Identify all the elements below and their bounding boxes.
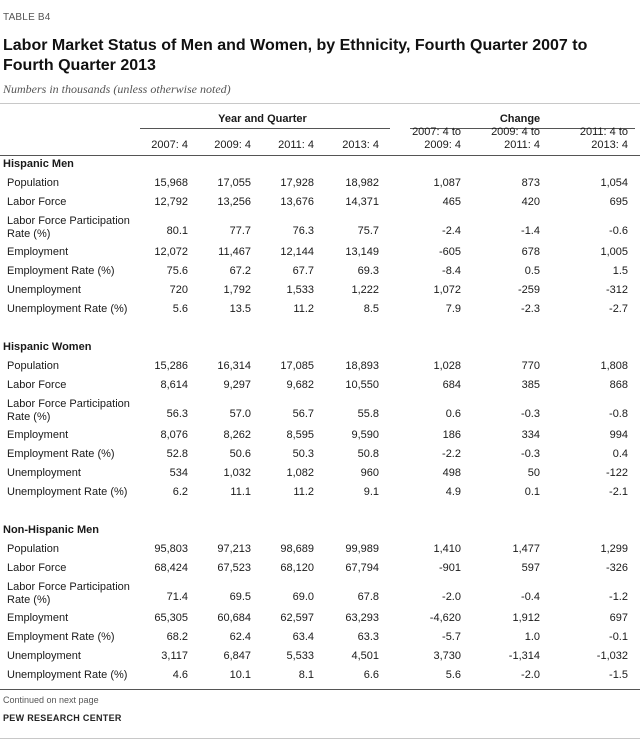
table-cell: 6.6 bbox=[363, 669, 379, 681]
table-cell: -1.2 bbox=[609, 591, 628, 603]
table-cell: 17,085 bbox=[280, 360, 314, 372]
table-cell: -2.3 bbox=[521, 303, 540, 315]
column-header bbox=[460, 126, 540, 152]
row-label-line: Unemployment bbox=[7, 650, 81, 662]
row-label-line: Population bbox=[7, 177, 59, 189]
table-cell: 77.7 bbox=[229, 225, 251, 237]
table-cell: 4.6 bbox=[172, 669, 188, 681]
table-cell: 334 bbox=[521, 429, 540, 441]
table-cell: 534 bbox=[169, 467, 188, 479]
table-cell: 498 bbox=[442, 467, 461, 479]
column-header-line: 2013: 4 bbox=[342, 139, 379, 151]
table-cell: 11.2 bbox=[293, 486, 314, 498]
table-cell: -2.1 bbox=[609, 486, 628, 498]
table-cell: 11.1 bbox=[230, 486, 251, 498]
table-cell: 97,213 bbox=[217, 543, 251, 555]
column-header bbox=[299, 139, 379, 152]
row-label-line: Labor Force Participation bbox=[7, 398, 130, 410]
table-cell: 186 bbox=[442, 429, 461, 441]
section-title: Hispanic Men bbox=[3, 158, 74, 170]
row-label-line: Labor Force bbox=[7, 196, 67, 208]
table-cell: 1,477 bbox=[512, 543, 540, 555]
table-cell: 1,912 bbox=[512, 612, 540, 624]
table-cell: -1,314 bbox=[508, 650, 540, 662]
table-cell: 8,614 bbox=[160, 379, 188, 391]
bottom-divider bbox=[0, 689, 640, 690]
table-cell: 56.7 bbox=[292, 408, 314, 420]
table-cell: 678 bbox=[521, 246, 540, 258]
column-header-line: 2013: 4 bbox=[591, 139, 628, 151]
table-cell: 1.0 bbox=[524, 631, 540, 643]
table-cell: -901 bbox=[438, 562, 461, 574]
table-cell: -0.4 bbox=[521, 591, 540, 603]
row-label-line: Unemployment Rate (%) bbox=[7, 486, 128, 498]
table-cell: -0.1 bbox=[609, 631, 628, 643]
table-cell: 13,149 bbox=[345, 246, 379, 258]
table-cell: 13,676 bbox=[280, 196, 314, 208]
table-cell: 1,054 bbox=[600, 177, 628, 189]
table-cell: 960 bbox=[360, 467, 379, 479]
table-cell: -1.5 bbox=[609, 669, 628, 681]
table-cell: 684 bbox=[442, 379, 461, 391]
table-cell: 75.7 bbox=[357, 225, 379, 237]
table-cell: 62.4 bbox=[229, 631, 251, 643]
table-cell: 8.1 bbox=[298, 669, 314, 681]
row-label-line: Unemployment Rate (%) bbox=[7, 669, 128, 681]
row-label-line: Employment bbox=[7, 612, 69, 624]
table-cell: -2.0 bbox=[521, 669, 540, 681]
table-cell: 4.9 bbox=[445, 486, 461, 498]
table-cell: 6,847 bbox=[223, 650, 251, 662]
table-cell: 67,523 bbox=[217, 562, 251, 574]
table-cell: 68,424 bbox=[154, 562, 188, 574]
table-cell: 420 bbox=[521, 196, 540, 208]
table-cell: 465 bbox=[442, 196, 461, 208]
section-title: Hispanic Women bbox=[3, 341, 92, 353]
table-cell: -259 bbox=[517, 284, 540, 296]
table-cell: 8.5 bbox=[363, 303, 379, 315]
table-cell: 0.6 bbox=[445, 408, 461, 420]
table-cell: -0.6 bbox=[609, 225, 628, 237]
table-cell: -2.7 bbox=[609, 303, 628, 315]
table-cell: 71.4 bbox=[166, 591, 188, 603]
row-label-line: Unemployment bbox=[7, 467, 81, 479]
table-cell: 5.6 bbox=[445, 669, 461, 681]
table-cell: 695 bbox=[609, 196, 628, 208]
table-cell: 3,117 bbox=[161, 650, 188, 662]
table-cell: 62,597 bbox=[280, 612, 314, 624]
column-header-line: 2007: 4 bbox=[151, 139, 188, 151]
table-cell: -2.4 bbox=[442, 225, 461, 237]
table-id-label: TABLE B4 bbox=[3, 12, 51, 23]
table-subtitle: Numbers in thousands (unless otherwise noted) bbox=[3, 82, 231, 96]
table-cell: 50.6 bbox=[229, 448, 251, 460]
table-cell: 15,286 bbox=[154, 360, 188, 372]
table-cell: 385 bbox=[521, 379, 540, 391]
row-label-line: Unemployment Rate (%) bbox=[7, 303, 128, 315]
continued-note: Continued on next page bbox=[3, 695, 99, 705]
table-cell: 13.5 bbox=[229, 303, 251, 315]
table-cell: 65,305 bbox=[154, 612, 188, 624]
table-cell: 5.6 bbox=[172, 303, 188, 315]
table-cell: 0.4 bbox=[612, 448, 628, 460]
table-cell: 69.0 bbox=[292, 591, 314, 603]
table-cell: 18,982 bbox=[345, 177, 379, 189]
table-cell: 1.5 bbox=[612, 265, 628, 277]
table-cell: 76.3 bbox=[292, 225, 314, 237]
table-cell: 1,299 bbox=[600, 543, 628, 555]
table-cell: -326 bbox=[605, 562, 628, 574]
column-header-line: 2009: 4 to bbox=[491, 126, 540, 138]
table-cell: 15,968 bbox=[154, 177, 188, 189]
table-cell: 50.3 bbox=[292, 448, 314, 460]
table-cell: 1,072 bbox=[433, 284, 461, 296]
top-divider bbox=[0, 103, 640, 104]
table-cell: 7.9 bbox=[445, 303, 461, 315]
table-cell: -5.7 bbox=[442, 631, 461, 643]
table-cell: 67.8 bbox=[357, 591, 379, 603]
table-cell: 770 bbox=[521, 360, 540, 372]
table-cell: -0.3 bbox=[521, 448, 540, 460]
row-label-line: Employment Rate (%) bbox=[7, 631, 115, 643]
table-cell: 3,730 bbox=[433, 650, 461, 662]
table-cell: 11.2 bbox=[293, 303, 314, 315]
table-cell: 1,808 bbox=[600, 360, 628, 372]
table-cell: 98,689 bbox=[280, 543, 314, 555]
table-cell: -0.3 bbox=[521, 408, 540, 420]
table-cell: 75.6 bbox=[166, 265, 188, 277]
row-label-line: Employment bbox=[7, 429, 69, 441]
table-cell: -4,620 bbox=[429, 612, 461, 624]
table-cell: 16,314 bbox=[217, 360, 251, 372]
group-header-year-quarter: Year and Quarter bbox=[218, 113, 307, 125]
table-cell: -2.2 bbox=[442, 448, 461, 460]
table-cell: 69.3 bbox=[357, 265, 379, 277]
table-cell: -312 bbox=[605, 284, 628, 296]
source-credit: PEW RESEARCH CENTER bbox=[3, 713, 122, 723]
row-label-line: Labor Force Participation bbox=[7, 581, 130, 593]
table-cell: -0.8 bbox=[609, 408, 628, 420]
table-cell: 55.8 bbox=[357, 408, 379, 420]
table-cell: 63.4 bbox=[292, 631, 314, 643]
table-cell: 18,893 bbox=[345, 360, 379, 372]
table-cell: 8,595 bbox=[286, 429, 314, 441]
table-cell: 12,072 bbox=[154, 246, 188, 258]
column-header-line: 2011: 4 bbox=[504, 139, 540, 151]
table-cell: 9,297 bbox=[223, 379, 251, 391]
row-label-line: Labor Force bbox=[7, 379, 67, 391]
table-cell: 17,055 bbox=[217, 177, 251, 189]
table-cell: 12,144 bbox=[280, 246, 314, 258]
section-title: Non-Hispanic Men bbox=[3, 524, 99, 536]
table-cell: -122 bbox=[605, 467, 628, 479]
column-header-line: 2011: 4 to bbox=[579, 126, 628, 138]
table-cell: 57.0 bbox=[229, 408, 251, 420]
row-label-line: Population bbox=[7, 543, 59, 555]
column-header-line: 2009: 4 bbox=[214, 139, 251, 151]
row-label-line: Labor Force bbox=[7, 562, 67, 574]
column-header-line: 2009: 4 bbox=[424, 139, 461, 151]
row-label-line: Labor Force Participation bbox=[7, 215, 130, 227]
row-label-line: Employment Rate (%) bbox=[7, 448, 115, 460]
table-cell: 1,533 bbox=[286, 284, 314, 296]
table-cell: 697 bbox=[609, 612, 628, 624]
table-cell: 720 bbox=[169, 284, 188, 296]
table-cell: 868 bbox=[609, 379, 628, 391]
row-label-line: Rate (%) bbox=[7, 228, 51, 240]
table-cell: 5,533 bbox=[286, 650, 314, 662]
table-cell: 1,792 bbox=[223, 284, 251, 296]
table-cell: -1,032 bbox=[596, 650, 628, 662]
row-label-line: Employment bbox=[7, 246, 69, 258]
table-cell: 1,005 bbox=[600, 246, 628, 258]
table-cell: -605 bbox=[438, 246, 461, 258]
group-header-year-quarter-rule bbox=[140, 128, 390, 129]
column-header-line: 2007: 4 to bbox=[412, 126, 461, 138]
row-label-line: Employment Rate (%) bbox=[7, 265, 115, 277]
table-cell: 50 bbox=[527, 467, 540, 479]
table-cell: 99,989 bbox=[345, 543, 379, 555]
table-cell: 80.1 bbox=[166, 225, 188, 237]
header-divider bbox=[0, 155, 640, 156]
table-cell: 10.1 bbox=[229, 669, 251, 681]
table-cell: 1,082 bbox=[286, 467, 314, 479]
table-cell: 68,120 bbox=[280, 562, 314, 574]
table-cell: 67.7 bbox=[292, 265, 314, 277]
table-cell: -2.0 bbox=[442, 591, 461, 603]
table-cell: 0.5 bbox=[524, 265, 540, 277]
group-header-change: Change bbox=[499, 113, 541, 125]
table-cell: 11,467 bbox=[218, 246, 251, 258]
table-cell: 1,222 bbox=[351, 284, 379, 296]
table-cell: 68.2 bbox=[166, 631, 188, 643]
table-cell: 60,684 bbox=[217, 612, 251, 624]
column-header bbox=[548, 126, 628, 152]
table-cell: 9.1 bbox=[363, 486, 379, 498]
table-cell: 56.3 bbox=[166, 408, 188, 420]
table-cell: 67.2 bbox=[229, 265, 251, 277]
table-cell: 1,410 bbox=[433, 543, 461, 555]
table-cell: 1,028 bbox=[433, 360, 461, 372]
column-header-line: 2011: 4 bbox=[278, 139, 314, 151]
table-cell: 4,501 bbox=[351, 650, 379, 662]
table-cell: 13,256 bbox=[217, 196, 251, 208]
table-cell: 12,792 bbox=[154, 196, 188, 208]
table-cell: 597 bbox=[521, 562, 540, 574]
table-title: Labor Market Status of Men and Women, by Ethnicity, Fourth Quarter 2007 to Fourth Quarter 2013 bbox=[3, 37, 588, 74]
table-cell: 63.3 bbox=[357, 631, 379, 643]
table-cell: 994 bbox=[609, 429, 628, 441]
table-cell: 9,682 bbox=[286, 379, 314, 391]
row-label-line: Rate (%) bbox=[7, 594, 51, 606]
table-cell: 67,794 bbox=[345, 562, 379, 574]
table-cell: 17,928 bbox=[280, 177, 314, 189]
table-cell: 50.8 bbox=[357, 448, 379, 460]
table-cell: 52.8 bbox=[166, 448, 188, 460]
table-cell: 14,371 bbox=[345, 196, 379, 208]
end-divider bbox=[0, 738, 640, 739]
table-cell: 9,590 bbox=[351, 429, 379, 441]
table-cell: 10,550 bbox=[345, 379, 379, 391]
row-label-line: Unemployment bbox=[7, 284, 81, 296]
table-cell: 0.1 bbox=[524, 486, 540, 498]
table-cell: 8,262 bbox=[223, 429, 251, 441]
table-cell: 1,087 bbox=[433, 177, 461, 189]
table-cell: 873 bbox=[521, 177, 540, 189]
table-cell: 95,803 bbox=[154, 543, 188, 555]
row-label-line: Population bbox=[7, 360, 59, 372]
row-label-line: Rate (%) bbox=[7, 411, 51, 423]
table-cell: -1.4 bbox=[521, 225, 540, 237]
table-cell: 8,076 bbox=[160, 429, 188, 441]
table-cell: -8.4 bbox=[442, 265, 461, 277]
table-cell: 69.5 bbox=[229, 591, 251, 603]
column-header bbox=[381, 126, 461, 152]
table-cell: 63,293 bbox=[345, 612, 379, 624]
table-cell: 6.2 bbox=[172, 486, 188, 498]
table-cell: 1,032 bbox=[223, 467, 251, 479]
